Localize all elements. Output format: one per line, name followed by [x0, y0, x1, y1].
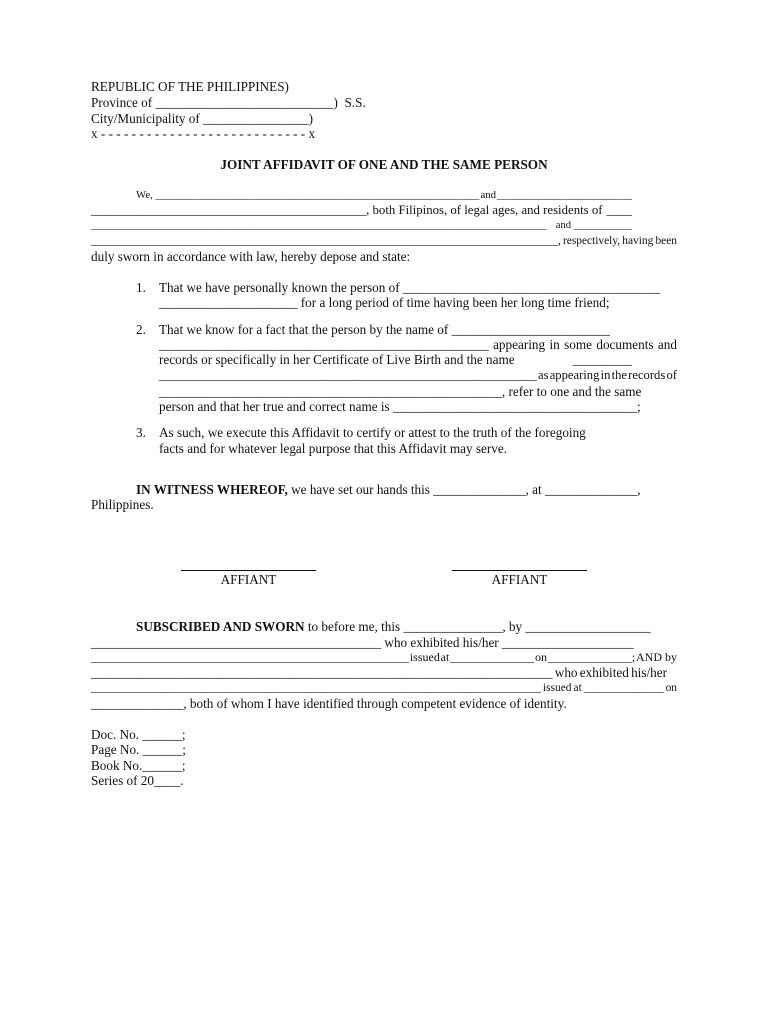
doc-number: Doc. No. ______; [91, 727, 186, 742]
intro-line-1: We, ____________________________________________________________ and _________________________ [136, 189, 632, 201]
header-divider: x - - - - - - - - - - - - - - - - - - - - - - - - - - - x [91, 126, 316, 141]
item-2-line-6: person and that her true and correct name is _____________________________________; [159, 399, 641, 414]
witness-line-1: IN WITNESS WHEREOF, we have set our hands this ______________, at ______________, [136, 482, 641, 497]
item-2-number: 2. [136, 322, 146, 337]
header-province: Province of ___________________________) S.S. [91, 95, 366, 110]
jurat-line-2: ____________________________________________ who exhibited his/her ____________________ [91, 635, 634, 650]
item-1-number: 1. [136, 280, 146, 295]
page-number: Page No. ______; [91, 742, 186, 757]
affiant-label-left: AFFIANT [220, 572, 277, 587]
item-3-line-2: facts and for whatever legal purpose that this Affidavit may serve. [159, 441, 508, 456]
book-number: Book No.______; [91, 758, 186, 773]
jurat-line-3: _____________________________________________________ issued at ______________ on ______________; AND by [91, 650, 677, 664]
jurat-line-4: ______________________________________________________________________ who exhibited his/her [91, 665, 667, 680]
header-city: City/Municipality of ________________) [91, 111, 313, 126]
jurat-line-5: _______________________________________________________________________________ issued at ______________ on [91, 682, 677, 694]
jurat-line-1: SUBSCRIBED AND SWORN to before me, this _______________, by ___________________ [136, 619, 651, 634]
item-3-number: 3. [136, 425, 146, 440]
affiant-signature-line-left [181, 570, 316, 571]
item-1-line-2: _____________________ for a long period of time having been her long time friend; [159, 295, 610, 310]
item-2-line-1: That we know for a fact that the person by the name of ________________________ [159, 322, 610, 337]
item-2-line-4: ____________________________________________________________ as appearing in the records of [159, 368, 677, 382]
item-1-line-1: That we have personally known the person of _______________________________________ [159, 280, 661, 295]
item-2-line-3: records or specifically in her Certificate of Live Birth and the name _________ [159, 352, 632, 367]
affiant-label-right: AFFIANT [491, 572, 548, 587]
intro-line-3: ______________________________________________________________________________________ and ___________ [91, 220, 632, 231]
intro-line-2: ___________________________________________, both Filipinos, of legal ages, and residents of ____ [91, 203, 632, 217]
header-republic: REPUBLIC OF THE PHILIPPINES) [91, 79, 289, 94]
jurat-line-6: ______________, both of whom I have identified through competent evidence of identity. [91, 696, 567, 711]
intro-line-4: __________________________________________________________________________________, respectively, having been [91, 235, 677, 247]
item-2-line-2: __________________________________________________ appearing in some documents and [159, 337, 677, 352]
item-3-line-1: As such, we execute this Affidavit to certify or attest to the truth of the foregoing [159, 425, 586, 440]
document-title: JOINT AFFIDAVIT OF ONE AND THE SAME PERSON [220, 157, 548, 172]
affiant-signature-line-right [452, 570, 587, 571]
intro-line-5: duly sworn in accordance with law, hereby depose and state: [91, 249, 411, 264]
series-year: Series of 20____. [91, 773, 184, 788]
witness-line-2: Philippines. [91, 497, 154, 512]
item-2-line-5: ____________________________________________________, refer to one and the same [159, 384, 642, 399]
